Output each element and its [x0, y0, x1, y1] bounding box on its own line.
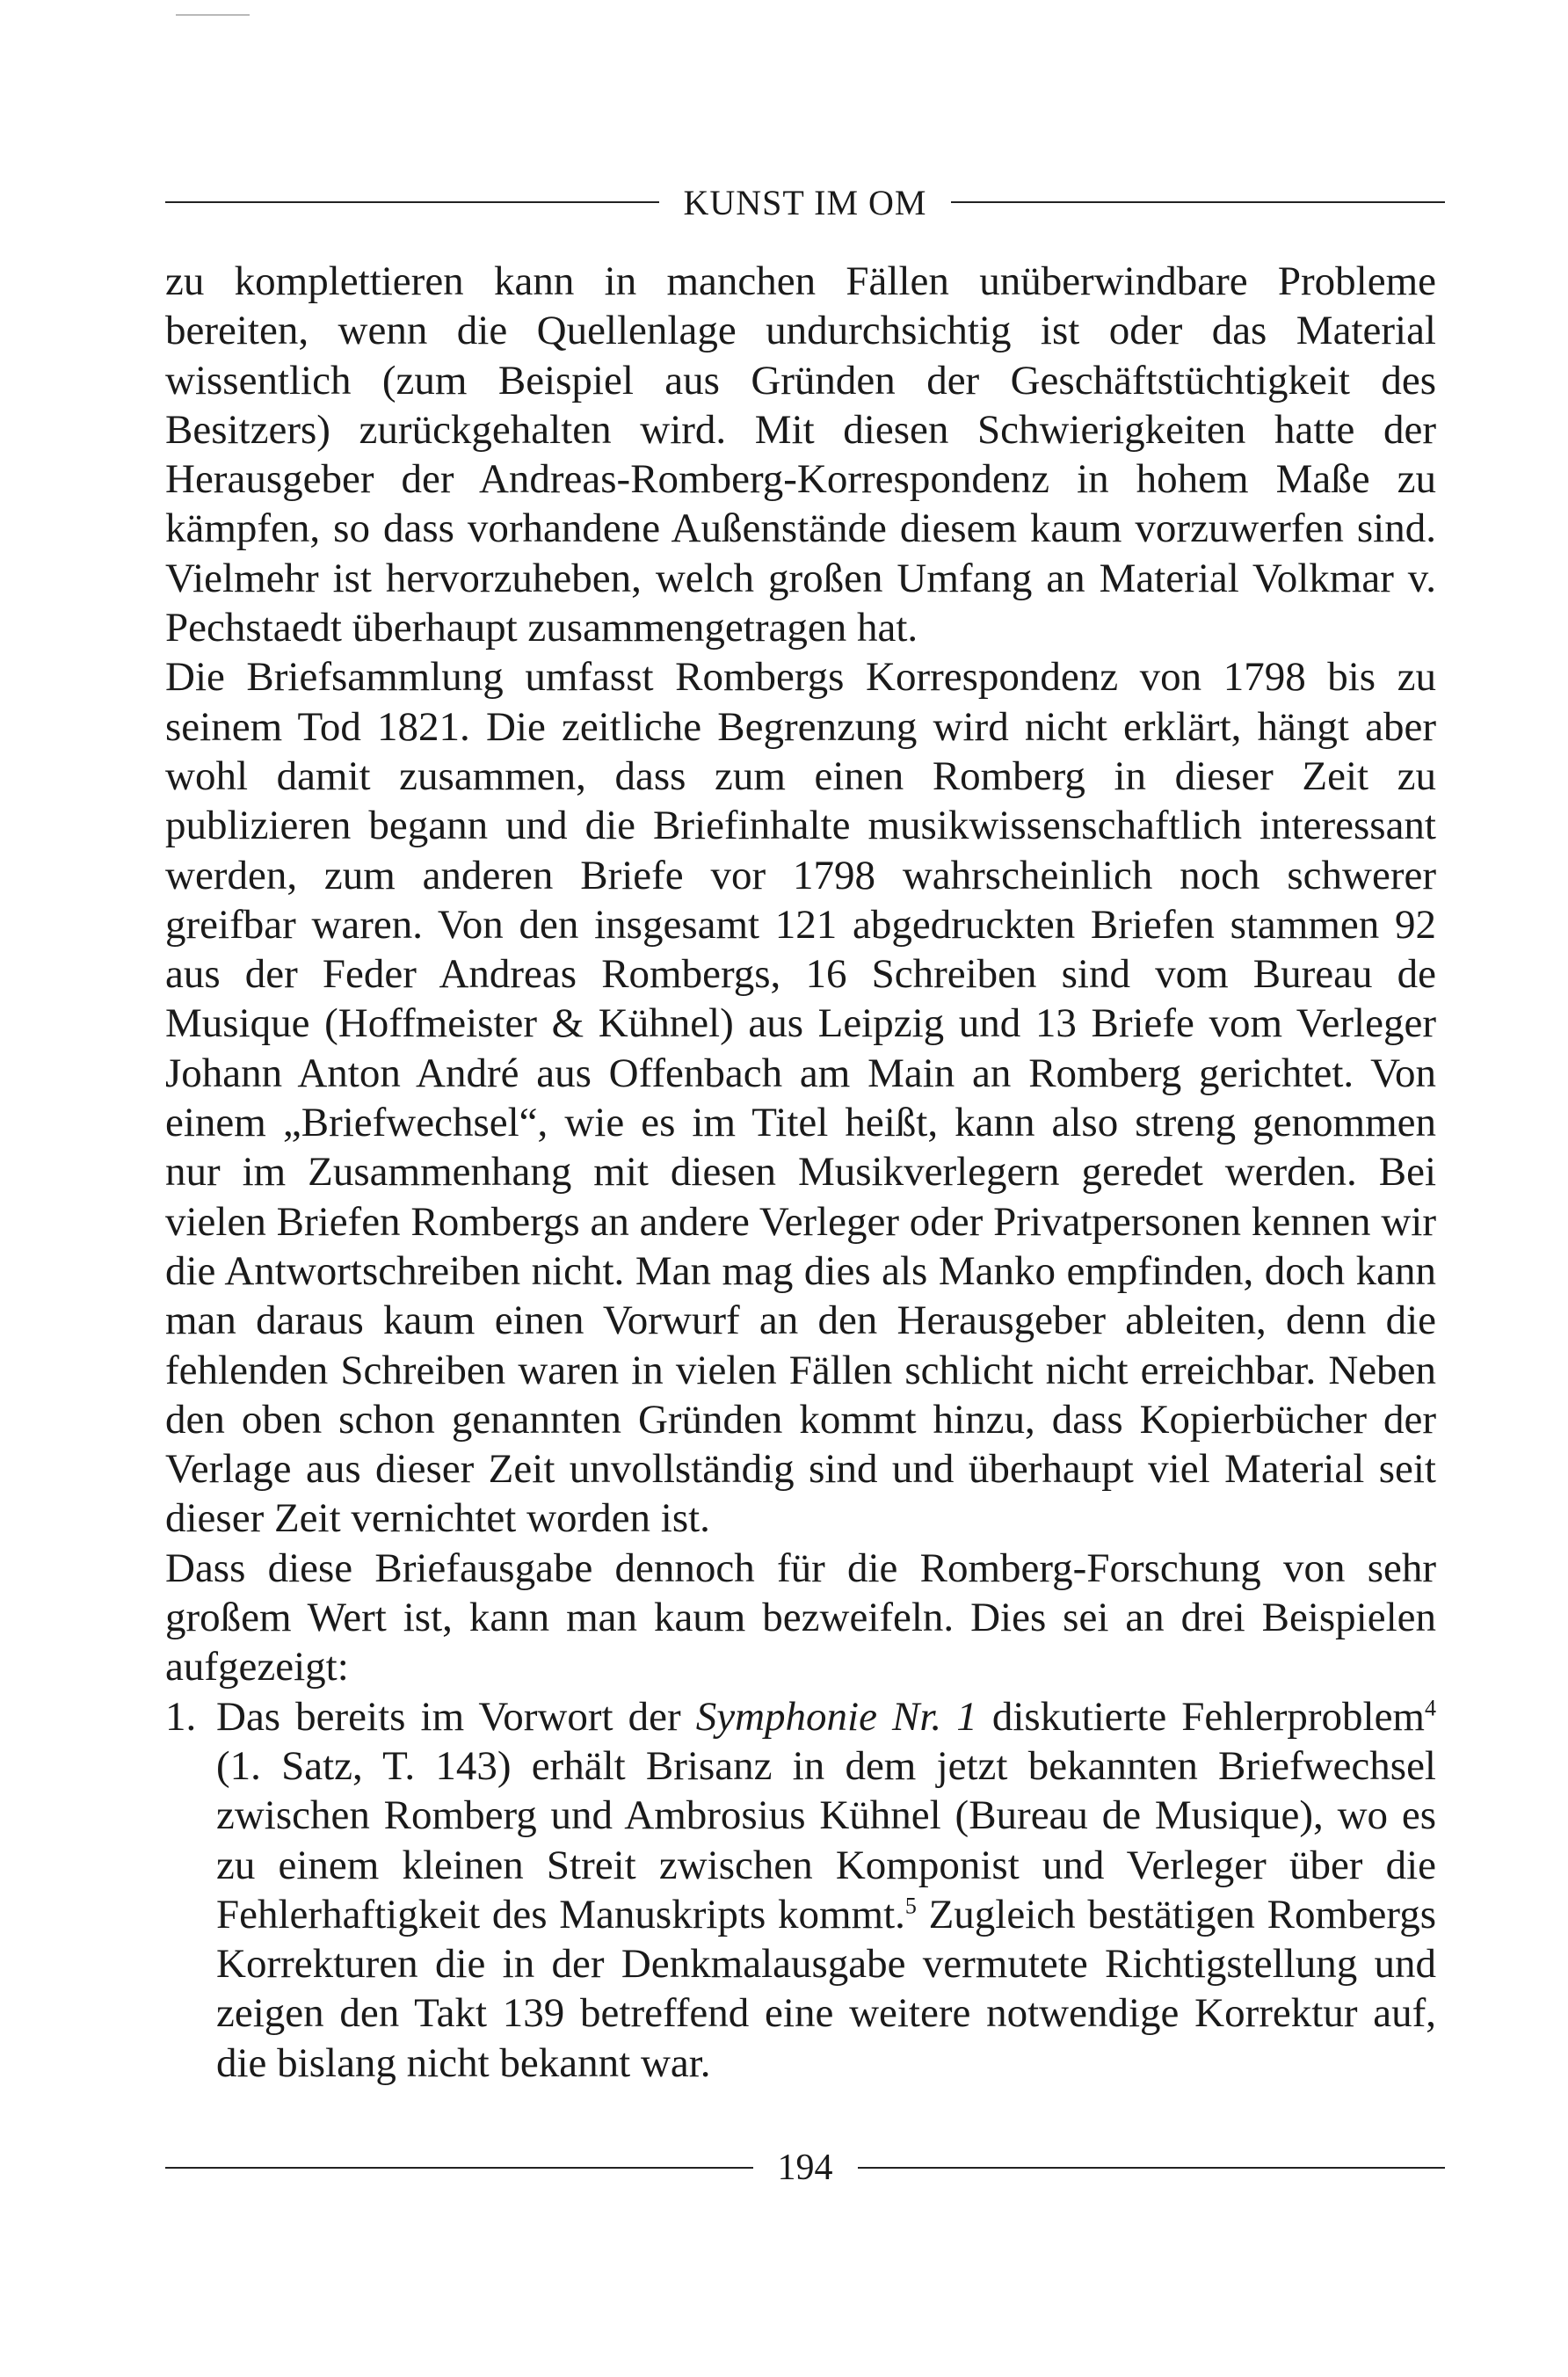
footnote-ref-4[interactable]: 4: [1425, 1694, 1436, 1720]
scan-edge-mark: [176, 14, 250, 16]
list-item-1: [165, 1692, 1436, 2088]
running-title: KUNST IM OM: [683, 182, 927, 222]
footnote-ref-5[interactable]: 5: [904, 1893, 917, 1919]
page-footer: [165, 2141, 1445, 2194]
header-rule-left: [165, 201, 659, 203]
list-text-b: diskutierte Fehlerproblem: [976, 1693, 1425, 1740]
running-header: [165, 176, 1445, 229]
work-title: Symphonie Nr. 1: [695, 1693, 977, 1740]
paragraph-1: zu komplettieren kann in manchen Fällen unüberwindbare Probleme bereiten, wenn die Quellenlage undurchsichtig ist oder das Material wissentlich (zum Beispiel aus Gründen der Geschäftstüchtigkeit des Besitzers) zurückgehalten wird. Mit diesen Schwierigkeiten hatte der Herausgeber der Andreas-Romberg-Korrespondenz in hohem Maße zu kämpfen, so dass vorhandene Außenstände diesem kaum vorzuwerfen sind. Vielmehr ist hervorzuheben, welch großen Umfang an Material Volkmar v. Pechstaedt überhaupt zusammengetragen hat.: [165, 258, 1436, 651]
footer-rule-right: [858, 2167, 1446, 2169]
footer-rule-left: [165, 2167, 753, 2169]
list-item-number: 1.: [165, 1693, 197, 1740]
header-rule-right: [951, 201, 1445, 203]
page-number: 194: [777, 2148, 833, 2188]
list-text-c: (1. Satz, T. 143) erhält Brisanz in dem jetzt bekannten Briefwechsel zwischen Romberg und Ambrosius Kühnel (Bureau de Musique), wo es zu einem kleinen Streit zwischen Komponist und Verleger über die Fehlerhaftigkeit des Manuskripts kommt.: [216, 1742, 1436, 1937]
paragraph-2: Die Briefsammlung umfasst Rombergs Korrespondenz von 1798 bis zu seinem Tod 1821. Die zeitliche Begrenzung wird nicht erklärt, hängt aber wohl damit zusammen, dass zum einen Romberg in dieser Zeit zu publizieren begann und die Briefinhalte musikwissenschaftlich interessant werden, zum anderen Briefe vor 1798 wahrscheinlich noch schwerer greifbar waren. Von den insgesamt 121 abgedruckten Briefen stammen 92 aus der Feder Andreas Rombergs, 16 Schreiben sind vom Bureau de Musique (Hoffmeister & Kühnel) aus Leipzig und 13 Briefe vom Verleger Johann Anton André aus Offenbach am Main an Romberg gerichtet. Von einem „Briefwechsel“, wie es im Titel heißt, kann also streng genommen nur im Zusammenhang mit diesen Musikverlegern geredet werden. Bei vielen Briefen Rombergs an andere Verleger oder Privatpersonen kennen wir die Antwortschreiben nicht. Man mag dies als Manko empfinden, doch kann man daraus kaum einen Vorwurf an den Herausgeber ableiten, denn die fehlenden Schreiben waren in vielen Fällen schlicht nicht erreichbar. Neben den oben schon genannten Gründen kommt hinzu, dass Kopierbücher der Verlage aus dieser Zeit unvollständig sind und überhaupt viel Material seit dieser Zeit vernichtet worden ist.: [165, 654, 1436, 1542]
paragraph-3: Dass diese Briefausgabe dennoch für die Romberg-Forschung von sehr großem Wert ist, kann man kaum bezweifeln. Dies sei an drei Beispielen aufgezeigt:: [165, 1545, 1436, 1690]
list-text-a: Das bereits im Vorwort der: [216, 1693, 696, 1740]
page-body: [165, 257, 1436, 2088]
list-text-d: Zugleich bestätigen Rombergs Korrekturen die in der Denkmalausgabe vermutete Richtigstellung und zeigen den Takt 139 betreffend eine weitere notwendige Korrektur auf, die bislang nicht bekannt war.: [216, 1891, 1436, 2086]
